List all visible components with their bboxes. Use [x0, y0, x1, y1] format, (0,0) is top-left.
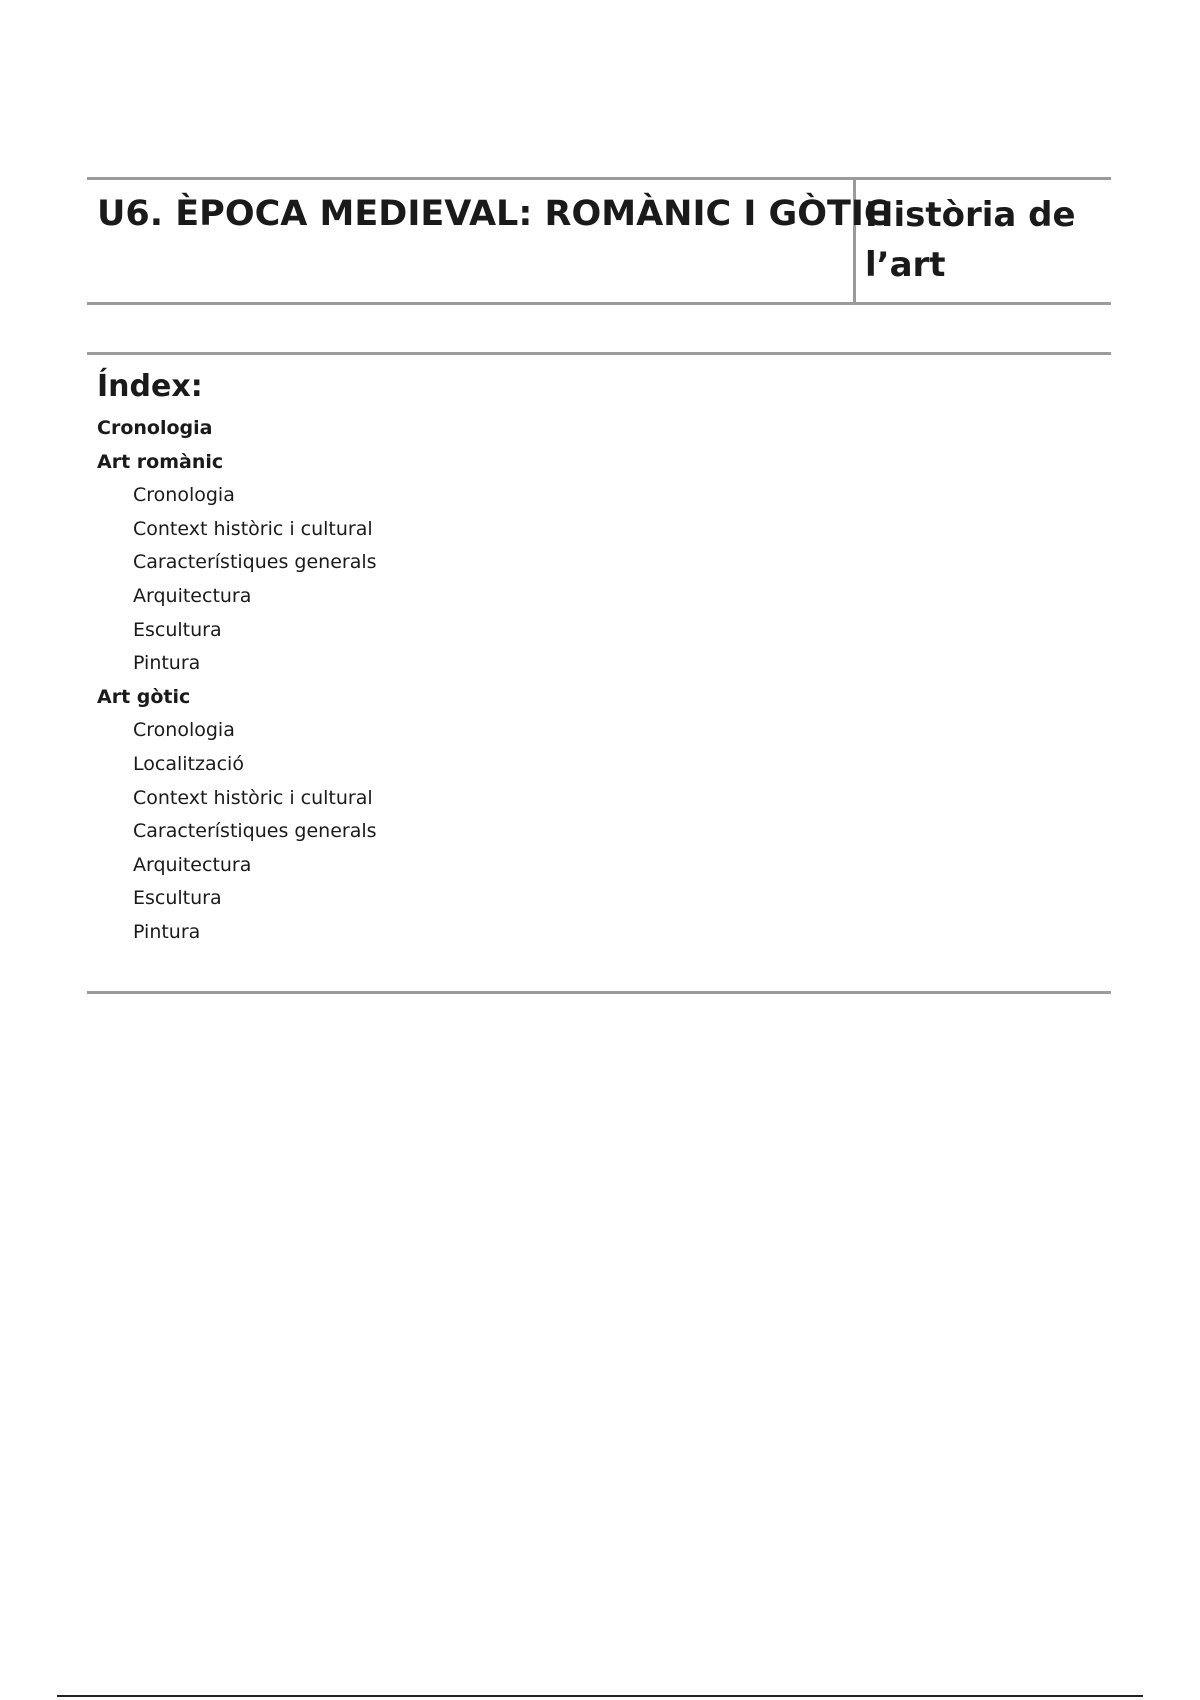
toc-subitem-romanic-arquitectura[interactable]: Arquitectura: [133, 584, 252, 607]
toc-subitem-gotic-localitzacio[interactable]: Localització: [133, 752, 244, 775]
header-top-rule: [87, 177, 1111, 180]
toc-item-art-gotic[interactable]: Art gòtic: [97, 685, 191, 708]
index-heading: Índex:: [97, 369, 203, 404]
document-title: U6. ÈPOCA MEDIEVAL: ROMÀNIC I GÒTIC: [97, 194, 890, 234]
index-top-rule: [87, 352, 1111, 355]
subject-label-line-1: Història de: [865, 195, 1076, 235]
toc-subitem-romanic-escultura[interactable]: Escultura: [133, 618, 222, 641]
toc-item-cronologia[interactable]: Cronologia: [97, 417, 213, 439]
toc-subitem-gotic-escultura[interactable]: Escultura: [133, 887, 222, 910]
header-bottom-rule: [87, 302, 1111, 305]
toc-subitem-gotic-context[interactable]: Context històric i cultural: [133, 786, 373, 809]
toc-subitem-romanic-context[interactable]: Context històric i cultural: [133, 517, 373, 540]
toc-subitem-romanic-caracteristiques[interactable]: Característiques generals: [133, 551, 377, 574]
toc-subitem-romanic-pintura[interactable]: Pintura: [133, 652, 201, 675]
toc-subitem-gotic-pintura[interactable]: Pintura: [133, 920, 201, 943]
toc-subitem-gotic-caracteristiques[interactable]: Característiques generals: [133, 820, 377, 843]
toc-subitem-gotic-cronologia[interactable]: Cronologia: [133, 719, 235, 742]
subject-label: [865, 190, 1105, 290]
index-bottom-rule: [87, 991, 1111, 994]
toc-subitem-romanic-cronologia[interactable]: Cronologia: [133, 484, 235, 507]
page-footer-rule: [57, 1695, 1143, 1697]
table-of-contents: [97, 412, 797, 950]
subject-label-line-2: l’art: [865, 245, 946, 285]
toc-subitem-gotic-arquitectura[interactable]: Arquitectura: [133, 853, 252, 876]
toc-item-art-romanic[interactable]: Art romànic: [97, 450, 224, 473]
